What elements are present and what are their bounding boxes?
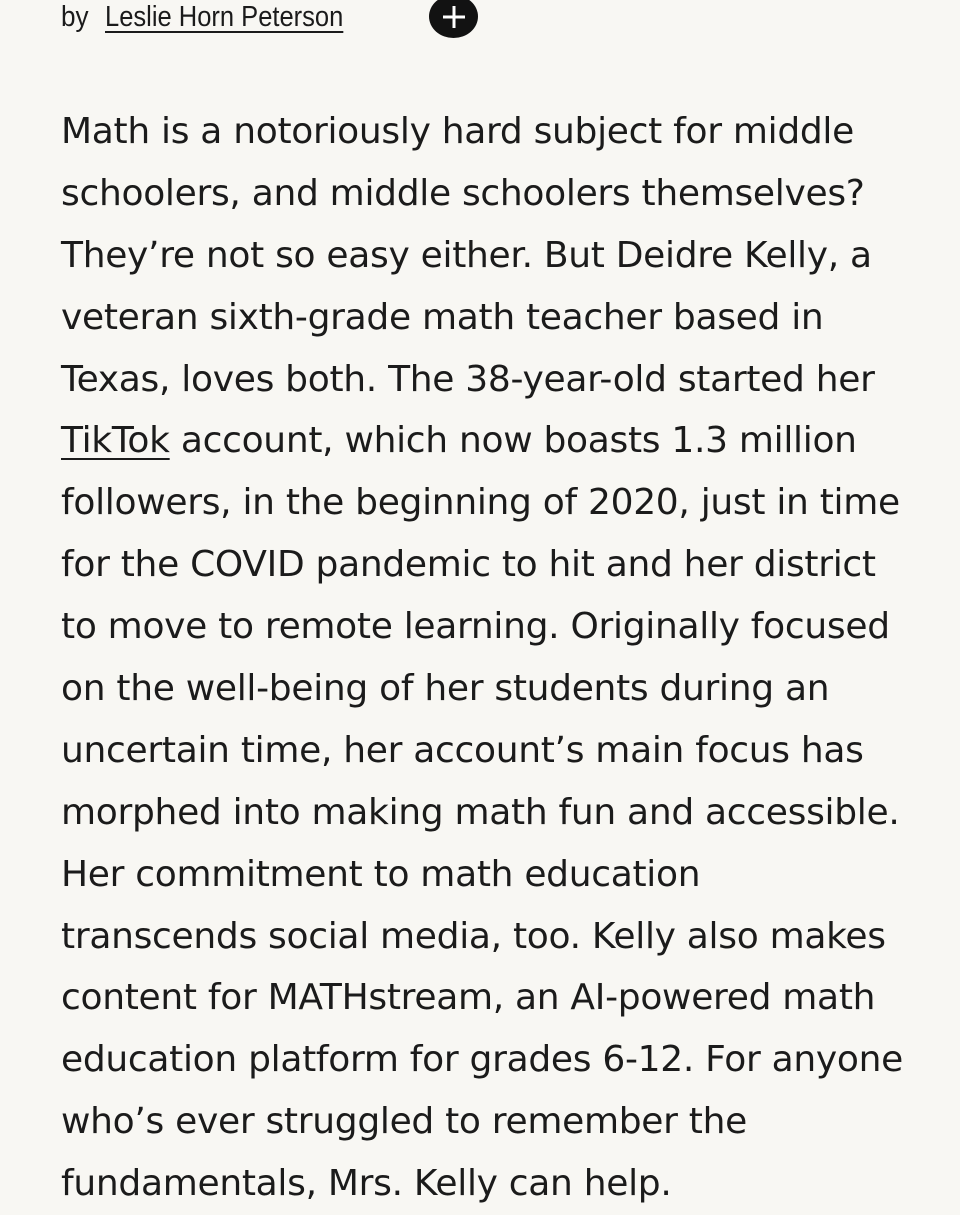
article-line-with-link: [61, 410, 941, 472]
article-line: They’re not so easy either. But Deidre Kelly, a: [61, 234, 872, 276]
article-line-rest: account, which now boasts 1.3 million: [169, 420, 857, 462]
article-line: Texas, loves both. The 38-year-old started her: [61, 358, 875, 400]
article-line: who’s ever struggled to remember the: [61, 1101, 747, 1143]
article-line: morphed into making math fun and accessible.: [61, 791, 900, 833]
article-line: schoolers, and middle schoolers themselves?: [61, 172, 865, 214]
byline: [61, 0, 363, 37]
article-line: veteran sixth-grade math teacher based in: [61, 296, 824, 338]
article-line: for the COVID pandemic to hit and her district: [61, 544, 876, 586]
author-link[interactable]: Leslie Horn Peterson: [104, 0, 343, 33]
article-line: on the well-being of her students during an: [61, 668, 830, 710]
article-line: uncertain time, her account’s main focus has: [61, 729, 864, 771]
plus-icon: [441, 4, 467, 30]
follow-author-button[interactable]: [429, 0, 478, 38]
article-line: Math is a notoriously hard subject for middle: [61, 111, 854, 152]
tiktok-link[interactable]: TikTok: [61, 420, 170, 462]
article-line: content for MATHstream, an AI-powered math: [61, 977, 876, 1019]
article-line: followers, in the beginning of 2020, just in time: [61, 482, 900, 524]
article-body: [61, 101, 941, 1215]
article-line: fundamentals, Mrs. Kelly can help.: [61, 1163, 672, 1205]
article-line: education platform for grades 6-12. For anyone: [61, 1039, 903, 1081]
article-line: transcends social media, too. Kelly also makes: [61, 915, 886, 957]
byline-prefix: by: [61, 0, 89, 33]
article-line: Her commitment to math education: [61, 853, 701, 895]
article-line: to move to remote learning. Originally focused: [61, 606, 890, 648]
